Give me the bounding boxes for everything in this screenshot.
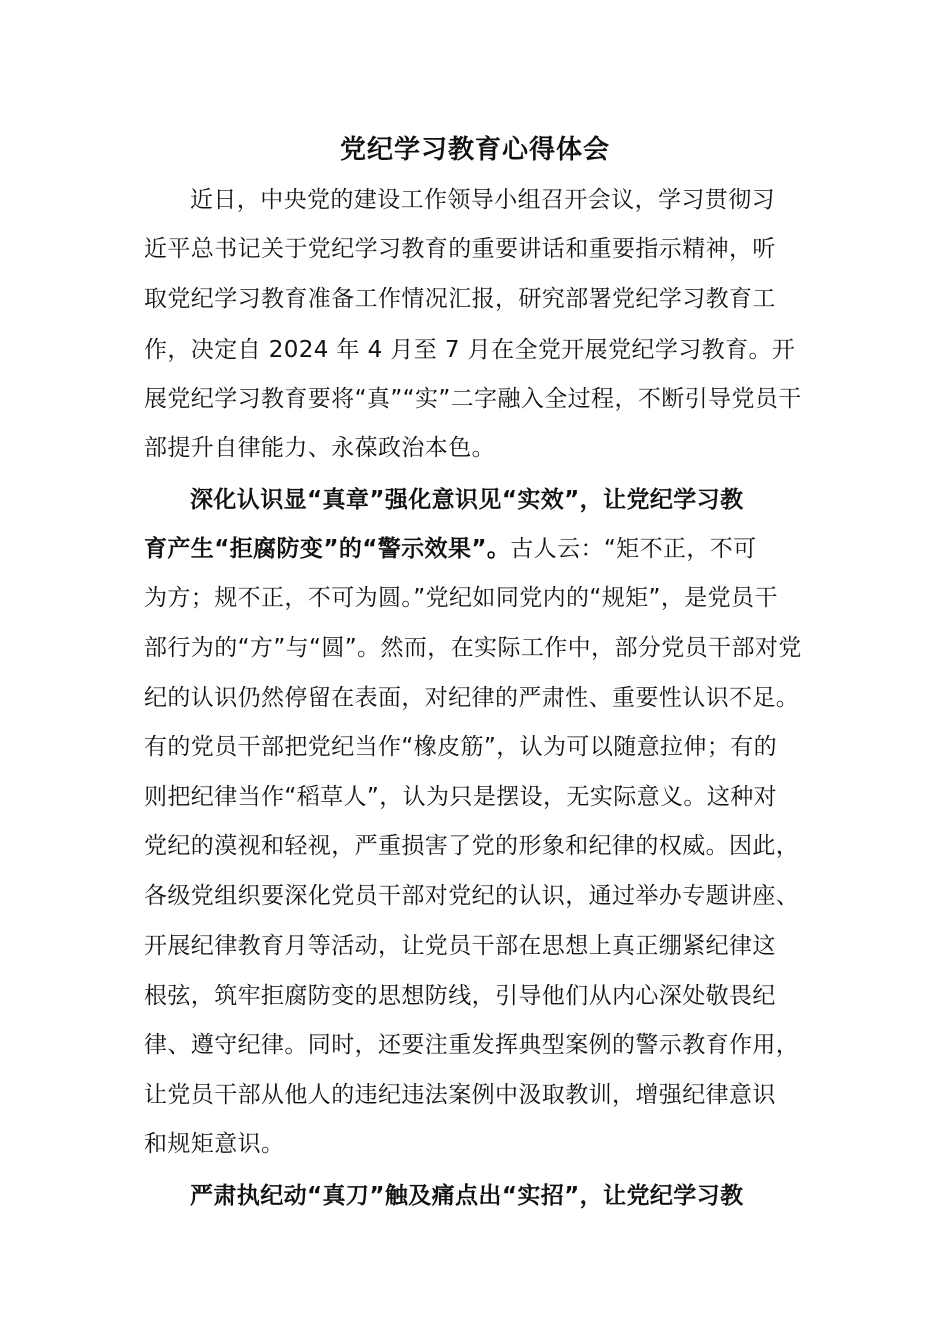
- paragraph-2-line-10: 开展纪律教育月等活动，让党员干部在思想上真正绷紧纪律这: [144, 933, 776, 959]
- paragraph-2-line-2-rest: 古人云：“矩不正，不可: [510, 536, 757, 562]
- paragraph-2-line-8: 党纪的漠视和轻视，严重损害了党的形象和纪律的权威。因此，: [144, 833, 800, 859]
- paragraph-3-heading-line-1: 严肃执纪动“真刀”触及痛点出“实招”，让党纪学习教: [190, 1183, 744, 1209]
- paragraph-2-line-13: 让党员干部从他人的违纪违法案例中汲取教训，增强纪律意识: [144, 1082, 776, 1108]
- paragraph-2-line-7: 则把纪律当作“稻草人”，认为只是摆设，无实际意义。这种对: [144, 784, 778, 810]
- paragraph-2-line-11: 根弦，筑牢拒腐防变的思想防线，引导他们从内心深处敬畏纪: [144, 983, 776, 1009]
- paragraph-1-line-2: 近平总书记关于党纪学习教育的重要讲话和重要指示精神，听: [144, 236, 776, 262]
- paragraph-2-line-3: 为方；规不正，不可为圆。”党纪如同党内的“规矩”，是党员干: [144, 585, 778, 611]
- paragraph-1-line-1: 近日，中央党的建设工作领导小组召开会议，学习贯彻习: [190, 187, 775, 213]
- paragraph-1-line-5: 展党纪学习教育要将“真”“实”二字融入全过程，不断引导党员干: [144, 386, 802, 412]
- paragraph-2-line-6: 有的党员干部把党纪当作“橡皮筋”，认为可以随意拉伸；有的: [144, 734, 778, 760]
- paragraph-2-heading-line-2: 育产生“拒腐防变”的“警示效果”。: [144, 536, 511, 562]
- paragraph-2-line-14: 和规矩意识。: [144, 1131, 285, 1157]
- paragraph-2-line-2: [144, 529, 757, 569]
- paragraph-2-line-9: 各级党组织要深化党员干部对党纪的认识，通过举办专题讲座、: [144, 883, 800, 909]
- paragraph-2-line-4: 部行为的“方”与“圆”。然而，在实际工作中，部分党员干部对党: [144, 635, 802, 661]
- paragraph-2-line-12: 律、遵守纪律。同时，还要注重发挥典型案例的警示教育作用，: [144, 1032, 800, 1058]
- paragraph-1-line-3: 取党纪学习教育准备工作情况汇报，研究部署党纪学习教育工: [144, 286, 776, 312]
- paragraph-1-line-4: 作，决定自 2024 年 4 月至 7 月在全党开展党纪学习教育。开: [144, 337, 796, 363]
- paragraph-2-heading-line-1: 深化认识显“真章”强化意识见“实效”，让党纪学习教: [190, 487, 744, 513]
- paragraph-1-line-6: 部提升自律能力、永葆政治本色。: [144, 435, 495, 461]
- paragraph-2-line-5: 纪的认识仍然停留在表面，对纪律的严肃性、重要性认识不足。: [144, 685, 800, 711]
- document-title: 党纪学习教育心得体会: [339, 135, 610, 165]
